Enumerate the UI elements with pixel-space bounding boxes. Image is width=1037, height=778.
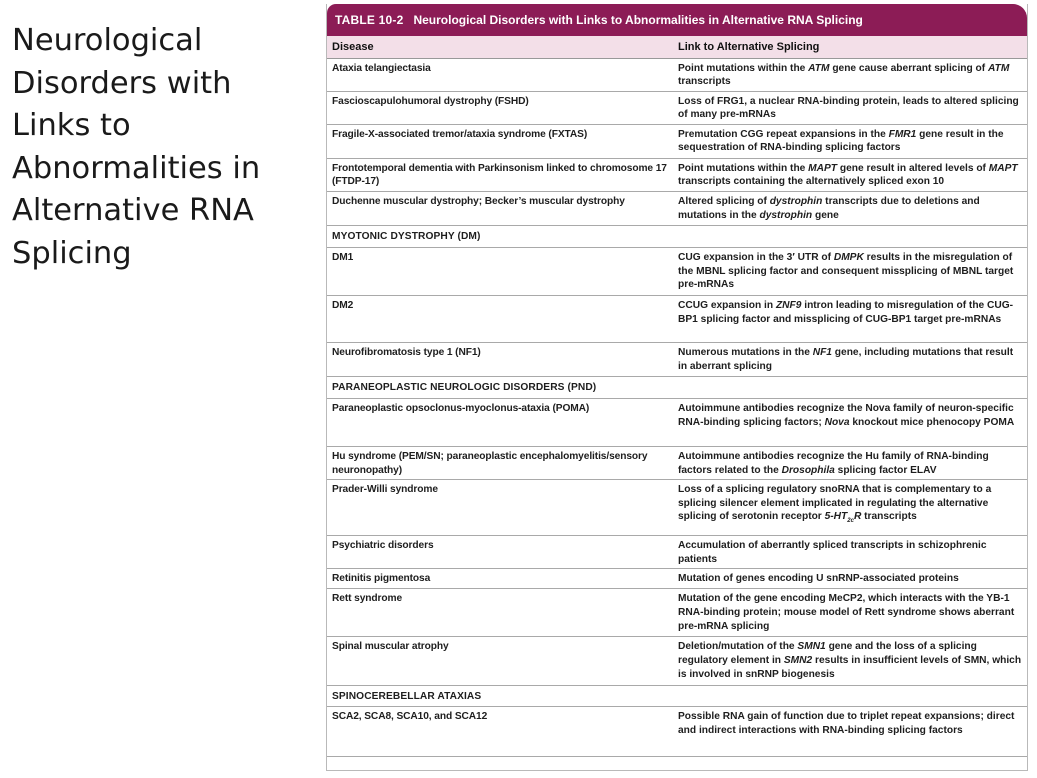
splicing-link-cell: Loss of FRG1, a nuclear RNA-binding protein, leads to altered splicing of many pre-mRNAs: [673, 91, 1027, 124]
splicing-link-cell: Autoimmune antibodies recognize the Nova family of neuron-specific RNA-binding splicing factors; Nova knockout mice phenocopy POMA: [673, 399, 1027, 447]
disease-cell: SCA2, SCA8, SCA10, and SCA12: [327, 707, 673, 757]
table-row: [327, 637, 1027, 686]
splicing-link-cell: Accumulation of aberrantly spliced transcripts in schizophrenic patients: [673, 536, 1027, 569]
section-heading: MYOTONIC DYSTROPHY (DM): [327, 226, 673, 248]
disease-cell: Psychiatric disorders: [327, 536, 673, 569]
disease-cell: Neurofibromatosis type 1 (NF1): [327, 343, 673, 377]
disease-cell: Fascioscapulohumoral dystrophy (FSHD): [327, 91, 673, 124]
table-row: [327, 480, 1027, 536]
table-row: [327, 447, 1027, 480]
disease-cell: Retinitis pigmentosa: [327, 569, 673, 589]
table-row: [327, 158, 1027, 191]
splicing-link-cell: Mutation of the gene encoding MeCP2, which interacts with the YB-1 RNA-binding protein; mouse model of Rett syndrome shows aberrant pre-mRNA splicing: [673, 589, 1027, 637]
disease-cell: Hu syndrome (PEM/SN; paraneoplastic encephalomyelitis/sensory neuronopathy): [327, 447, 673, 480]
table-caption-bar: [327, 4, 1027, 36]
header-link: Link to Alternative Splicing: [673, 36, 1027, 58]
disease-cell: Duchenne muscular dystrophy; Becker’s muscular dystrophy: [327, 192, 673, 226]
section-heading: SPINOCEREBELLAR ATAXIAS: [327, 686, 673, 707]
splicing-link-cell: [673, 226, 1027, 248]
splicing-link-cell: CUG expansion in the 3′ UTR of DMPK results in the misregulation of the MBNL splicing factor and consequent missplicing of MBNL target pre-mRNAs: [673, 248, 1027, 296]
table-row: [327, 124, 1027, 158]
slide-title: Neurological Disorders with Links to Abnormalities in Alternative RNA Splicing: [12, 23, 261, 271]
disease-cell: Frontotemporal dementia with Parkinsonism linked to chromosome 17 (FTDP-17): [327, 158, 673, 191]
disease-cell: DM1: [327, 248, 673, 296]
table-row: [327, 58, 1027, 91]
disease-cell: DM2: [327, 296, 673, 343]
disease-cell: Rett syndrome: [327, 589, 673, 637]
table-row: [327, 343, 1027, 377]
header-disease: Disease: [327, 36, 673, 58]
splicing-link-cell: Point mutations within the MAPT gene result in altered levels of MAPT transcripts containing the alternatively spliced exon 10: [673, 158, 1027, 191]
table-row: [327, 569, 1027, 589]
table-row: [327, 296, 1027, 343]
splicing-link-cell: [673, 377, 1027, 399]
table-header-row: [327, 36, 1027, 58]
disease-cell: Paraneoplastic opsoclonus-myoclonus-ataxia (POMA): [327, 399, 673, 447]
splicing-link-cell: Premutation CGG repeat expansions in the FMR1 gene result in the sequestration of RNA-binding splicing factors: [673, 124, 1027, 158]
table-row: [327, 192, 1027, 226]
splicing-link-cell: Altered splicing of dystrophin transcripts due to deletions and mutations in the dystrophin gene: [673, 192, 1027, 226]
table-row: [327, 589, 1027, 637]
table-number: TABLE 10-2: [335, 13, 404, 27]
table-container: [326, 4, 1028, 771]
splicing-link-cell: Numerous mutations in the NF1 gene, including mutations that result in aberrant splicing: [673, 343, 1027, 377]
splicing-link-cell: CCUG expansion in ZNF9 intron leading to misregulation of the CUG-BP1 splicing factor and missplicing of CUG-BP1 target pre-mRNAs: [673, 296, 1027, 343]
splicing-link-cell: Autoimmune antibodies recognize the Hu family of RNA-binding factors related to the Drosophila splicing factor ELAV: [673, 447, 1027, 480]
disease-cell: Ataxia telangiectasia: [327, 58, 673, 91]
table-caption: Neurological Disorders with Links to Abnormalities in Alternative RNA Splicing: [413, 13, 863, 27]
splicing-link-cell: [673, 686, 1027, 707]
disease-cell: Spinal muscular atrophy: [327, 637, 673, 686]
table-row: [327, 536, 1027, 569]
table-row: [327, 399, 1027, 447]
table-section-row: [327, 377, 1027, 399]
splicing-link-cell: Possible RNA gain of function due to triplet repeat expansions; direct and indirect interactions with RNA-binding splicing factors: [673, 707, 1027, 757]
splicing-link-cell: Mutation of genes encoding U snRNP-associated proteins: [673, 569, 1027, 589]
table-row: [327, 248, 1027, 296]
splicing-link-cell: Loss of a splicing regulatory snoRNA that is complementary to a splicing silencer element implicated in regulating the alternative splicing of serotonin receptor $5-HT_{2c}R$ transcripts: [673, 480, 1027, 536]
table-row: [327, 707, 1027, 757]
section-heading: PARANEOPLASTIC NEUROLOGIC DISORDERS (PND): [327, 377, 673, 399]
table-body: [327, 58, 1027, 757]
table-section-row: [327, 686, 1027, 707]
table-row: [327, 91, 1027, 124]
disorders-table: [327, 36, 1027, 757]
disease-cell: Fragile-X-associated tremor/ataxia syndrome (FXTAS): [327, 124, 673, 158]
disease-cell: Prader-Willi syndrome: [327, 480, 673, 536]
splicing-link-cell: Point mutations within the ATM gene cause aberrant splicing of ATM transcripts: [673, 58, 1027, 91]
splicing-link-cell: Deletion/mutation of the SMN1 gene and the loss of a splicing regulatory element in SMN2 results in insufficient levels of SMN, which is involved in snRNP biogenesis: [673, 637, 1027, 686]
table-section-row: [327, 226, 1027, 248]
